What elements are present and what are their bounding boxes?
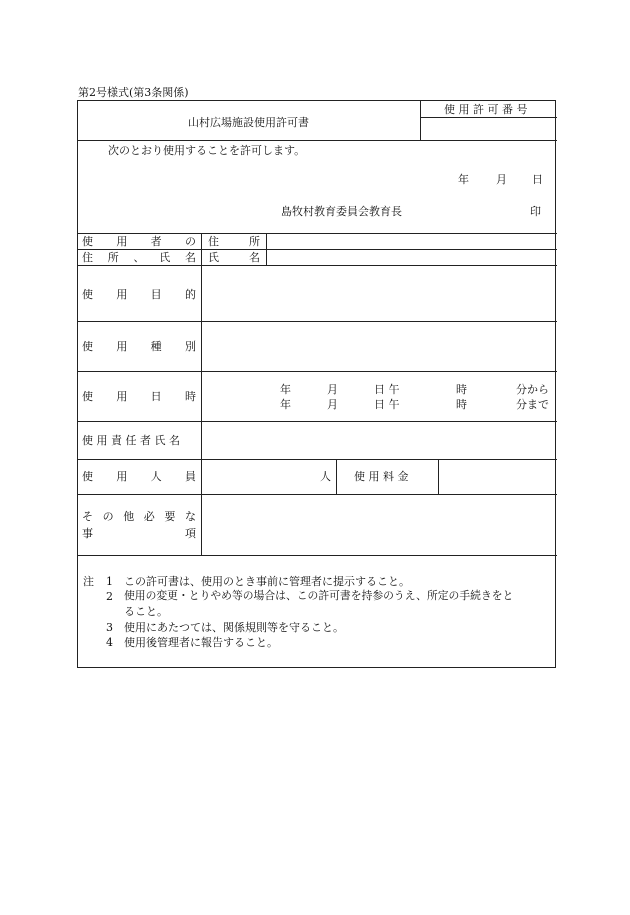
rule-applicant-sublabel	[266, 233, 267, 265]
rule-category-bottom	[78, 371, 557, 372]
rule-address-name	[78, 249, 557, 250]
datetime-end-hour: 時	[456, 398, 467, 411]
rule-label-column	[201, 233, 202, 555]
datetime-label: 使 用 日 時	[82, 390, 196, 403]
other-matters-label-line2: 事 項	[82, 527, 196, 540]
datetime-end-day-am: 日 午	[374, 398, 400, 411]
rule-statement-bottom	[78, 233, 557, 234]
persons-label: 使 用 人 員	[82, 470, 196, 483]
note-4-number: 4	[106, 636, 113, 649]
name-field[interactable]	[272, 252, 552, 264]
other-matters-field[interactable]	[208, 501, 548, 549]
form-title: 山村広場施設使用許可書	[188, 116, 309, 129]
form-number-label: 第2号様式(第3条関係)	[78, 86, 189, 99]
other-matters-label-line1: そ の 他 必 要 な	[82, 510, 196, 523]
fee-label: 使 用 料 金	[354, 470, 409, 483]
address-label: 住 所	[208, 235, 260, 248]
note-2-number: 2	[106, 590, 113, 603]
datetime-start-hour: 時	[456, 383, 467, 396]
permit-form	[77, 100, 556, 668]
note-1-number: 1	[106, 575, 113, 588]
rule-persons-bottom	[78, 494, 557, 495]
datetime-start-minute: 分から	[516, 383, 549, 396]
date-year: 年	[458, 173, 469, 186]
responsible-person-label: 使 用 責 任 者 氏 名	[82, 434, 180, 447]
category-label: 使 用 種 別	[82, 340, 196, 353]
purpose-field[interactable]	[208, 271, 548, 315]
rule-title-bottom	[78, 140, 557, 141]
name-label: 氏 名	[208, 251, 260, 264]
address-field[interactable]	[272, 236, 552, 248]
date-day: 日	[532, 173, 543, 186]
note-2-continuation: ること。	[124, 605, 168, 618]
rule-datetime-bottom	[78, 421, 557, 422]
datetime-start-year: 年	[280, 383, 291, 396]
notes-title: 注	[83, 575, 94, 588]
rule-persons-fee-left	[336, 459, 337, 494]
rule-permit-number-header	[420, 117, 557, 118]
responsible-person-field[interactable]	[208, 427, 548, 455]
applicant-label-line2: 住 所 、 氏 名	[82, 251, 196, 264]
datetime-start-day-am: 日 午	[374, 383, 400, 396]
note-3-number: 3	[106, 621, 113, 634]
datetime-end-minute: 分まで	[516, 398, 549, 411]
note-1-text: この許可書は、使用のとき事前に管理者に提示すること。	[124, 575, 410, 588]
datetime-start-month: 月	[327, 383, 338, 396]
datetime-end-month: 月	[327, 398, 338, 411]
seal-mark: 印	[530, 205, 541, 218]
issuer-name: 島牧村教育委員会教育長	[281, 205, 402, 218]
rule-title-divider	[420, 101, 421, 140]
category-field[interactable]	[208, 327, 548, 367]
rule-applicant-bottom	[78, 265, 557, 266]
permit-number-label: 使 用 許 可 番 号	[444, 103, 528, 116]
datetime-end-year: 年	[280, 398, 291, 411]
purpose-label: 使 用 目 的	[82, 288, 196, 301]
rule-other-bottom	[78, 555, 557, 556]
date-month: 月	[496, 173, 507, 186]
rule-persons-fee-right	[438, 459, 439, 494]
fee-field[interactable]	[444, 463, 552, 491]
note-3-text: 使用にあたつては、関係規則等を守ること。	[124, 621, 344, 634]
note-4-text: 使用後管理者に報告すること。	[124, 636, 278, 649]
rule-responsible-bottom	[78, 459, 557, 460]
permit-statement: 次のとおり使用することを許可します。	[108, 144, 306, 157]
persons-field[interactable]	[208, 463, 308, 491]
persons-unit: 人	[320, 470, 331, 483]
note-2-text: 使用の変更・とりやめ等の場合は、この許可書を持参のうえ、所定の手続きをと	[124, 589, 514, 602]
applicant-label-line1: 使 用 者 の	[82, 235, 196, 248]
rule-purpose-bottom	[78, 321, 557, 322]
